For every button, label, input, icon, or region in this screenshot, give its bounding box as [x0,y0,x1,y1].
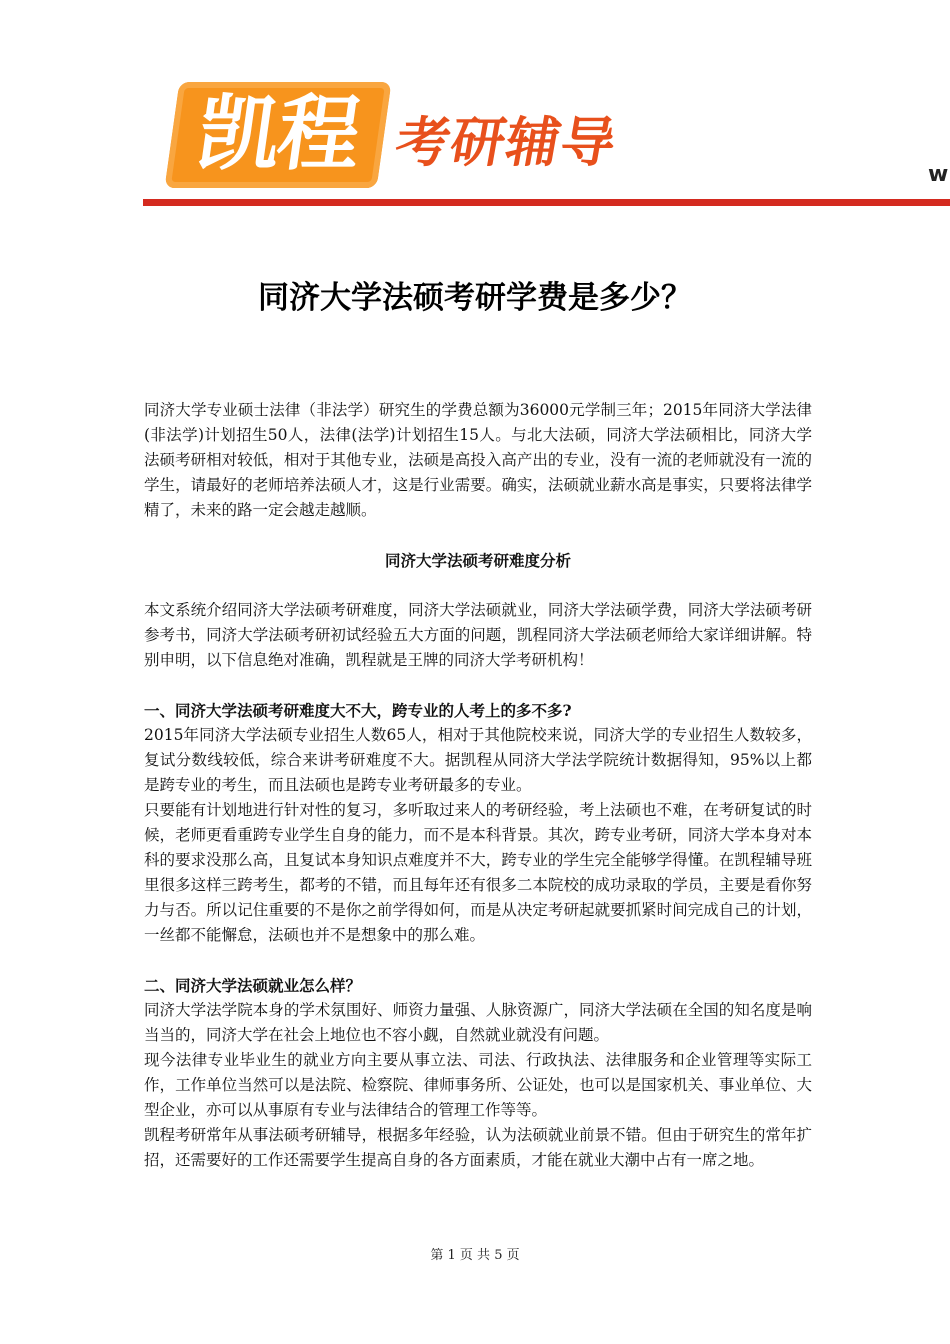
section2-paragraph-2: 现今法律专业毕业生的就业方向主要从事立法、司法、行政执法、法律服务和企业管理等实际工作，工作单位当然可以是法院、检察院、律师事务所、公证处，也可以是国家机关、事业单位、大型企业，亦可以从事原有专业与法律结合的管理工作等等。 [144,1051,812,1119]
section1-paragraph-1: 2015年同济大学法硕专业招生人数65人，相对于其他院校来说，同济大学的专业招生人数较多，复试分数线较低，综合来讲考研难度不大。据凯程从同济大学法学院统计数据得知，95%以上都是跨专业的考生，而且法硕也是跨专业考研最多的专业。 [144,726,812,794]
spacer [144,573,812,598]
section2-heading: 二、同济大学法硕就业怎么样？ [144,976,362,995]
document-title: 同济大学法硕考研学费是多少？ [258,280,692,316]
spacer [144,673,812,698]
section1-paragraph-2: 只要能有计划地进行针对性的复习，多听取过来人的考研经验，考上法硕也不难，在考研复试的时候，老师更看重跨专业学生自身的能力，而不是本科背景。其次，跨专业考研，同济大学本身对本科的要求没那么高，且复试本身知识点难度并不大，跨专业的学生完全能够学得懂。在凯程辅导班里很多这样三跨考生，都考的不错，而且每年还有很多二本院校的成功录取的学员，主要是看你努力与否。所以记住重要的不是你之前学得如何，而是从决定考研起就要抓紧时间完成自己的计划，一丝都不能懈怠，法硕也并不是想象中的那么难。 [144,801,812,944]
section-subtitle: 同济大学法硕考研难度分析 [384,551,571,570]
intro-paragraph: 同济大学专业硕士法律（非法学）研究生的学费总额为36000元学制三年；2015年同济大学法律(非法学)计划招生50人，法律(法学)计划招生15人。与北大法硕，同济大学法硕相比，同济大学法硕考研相对较低，相对于其他专业，法硕是高投入高产出的专业，没有一流的老师就没有一流的学生，请最好的老师培养法硕人才，这是行业需要。确实，法硕就业薪水高是事实，只要将法律学精了，未来的路一定会越走越顺。 [144,401,812,519]
kaicheng-logo-mark: 凯程 [165,82,392,188]
section2-paragraph-1: 同济大学法学院本身的学术氛围好、师资力量强、人脉资源广，同济大学法硕在全国的知名度是响当当的，同济大学在社会上地位也不容小觑，自然就业就没有问题。 [144,1001,812,1044]
spacer [144,523,812,548]
page-number-footer: 第 1 页 共 5 页 [430,1248,520,1263]
overview-paragraph: 本文系统介绍同济大学法硕考研难度，同济大学法硕就业，同济大学法硕学费，同济大学法硕考研参考书，同济大学法硕考研初试经验五大方面的问题，凯程同济大学法硕老师给大家详细讲解。特别申明，以下信息绝对准确，凯程就是王牌的同济大学考研机构！ [144,601,812,669]
section1-heading: 一、同济大学法硕考研难度大不大，跨专业的人考上的多不多? [144,701,572,720]
header-divider [143,199,950,206]
logo-tagline: 考研辅导 [390,111,622,174]
document-body [144,398,812,1173]
section2-paragraph-3: 凯程考研常年从事法硕考研辅导，根据多年经验，认为法硕就业前景不错。但由于研究生的常年扩招，还需要好的工作还需要学生提高自身的各方面素质，才能在就业大潮中占有一席之地。 [144,1126,812,1169]
page-header [0,0,950,215]
logo-url-fragment: w [928,162,949,187]
spacer [144,948,812,973]
